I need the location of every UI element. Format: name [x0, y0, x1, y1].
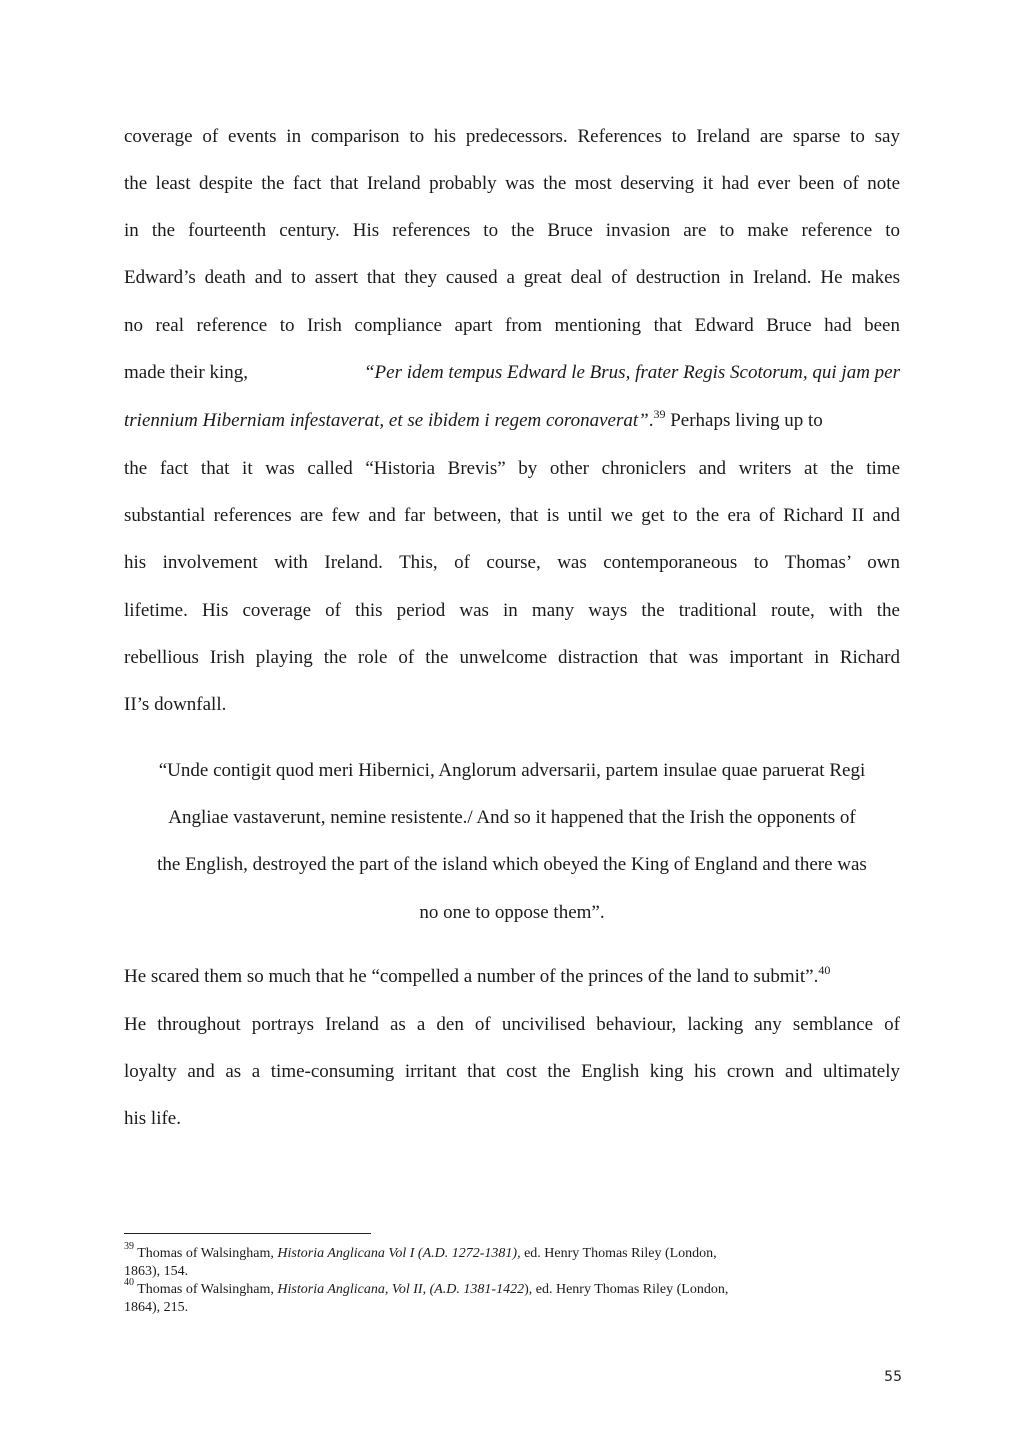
body-line: in the fourteenth century. His references to the Bruce invasion are to make reference to [124, 220, 900, 241]
body-line: Edward’s death and to assert that they caused a great deal of destruction in Ireland. He makes [124, 267, 900, 288]
footnote-title: Historia Anglicana, Vol II [277, 1282, 423, 1297]
footnote-number: 39 [124, 1241, 134, 1253]
latin-quote-italic: “Per idem tempus Edward le Brus, frater Regis Scotorum, qui jam per [363, 362, 900, 383]
footnote-39-continuation: 1863), 154. [124, 1264, 189, 1279]
body-line: rebellious Irish playing the role of the unwelcome distraction that was important in Richard [124, 647, 900, 668]
footnote-text: ), ed. Henry Thomas Riley (London, [524, 1282, 729, 1297]
body-line-mixed [124, 361, 900, 385]
block-quote-line: “Unde contigit quod meri Hibernici, Anglorum adversarii, partem insulae quae paruerat Regi [158, 760, 866, 781]
block-quote-line: the English, destroyed the part of the island which obeyed the King of England and there was [157, 854, 867, 875]
body-text: made their king, [124, 362, 248, 383]
footnote-text: Thomas of Walsingham, [134, 1246, 278, 1261]
body-line: his life. [124, 1108, 181, 1129]
footnote-separator [124, 1233, 371, 1234]
body-line: the fact that it was called “Historia Brevis” by other chroniclers and writers at the time [124, 458, 900, 479]
body-line: his involvement with Ireland. This, of course, was contemporaneous to Thomas’ own [124, 552, 900, 573]
body-line: no real reference to Irish compliance apart from mentioning that Edward Bruce had been [124, 315, 900, 336]
footnote-40 [124, 1277, 900, 1298]
footnote-ref-39[interactable]: 39 [653, 406, 666, 421]
body-line-mixed [124, 962, 900, 989]
footnote-39 [124, 1241, 900, 1262]
block-quote-line: no one to oppose them”. [419, 902, 605, 923]
body-line: substantial references are few and far between, that is until we get to the era of Richard II and [124, 505, 900, 526]
footnote-text: Thomas of Walsingham, [134, 1282, 278, 1297]
body-text: . [648, 410, 654, 431]
footnote-text: , ed. Henry Thomas Riley (London, [517, 1246, 717, 1261]
body-line: loyalty and as a time-consuming irritant that cost the English king his crown and ultimately [124, 1061, 900, 1082]
footnote-title: Historia Anglicana Vol I (A.D. 1272-1381) [277, 1246, 518, 1261]
body-line: lifetime. His coverage of this period was in many ways the traditional route, with the [124, 600, 900, 621]
latin-quote-italic: triennium Hiberniam infestaverat, et se ibidem i regem coronaverat” [124, 410, 649, 431]
footnote-title: (A.D. 1381-1422 [429, 1282, 525, 1297]
footnote-ref-40[interactable]: 40 [818, 962, 831, 977]
body-line: the least despite the fact that Ireland probably was the most deserving it had ever been of note [124, 173, 900, 194]
body-line: He throughout portrays Ireland as a den of uncivilised behaviour, lacking any semblance of [124, 1014, 900, 1035]
footnote-40-continuation: 1864), 215. [124, 1300, 189, 1315]
body-text: Perhaps living up to [665, 410, 823, 431]
footnote-text: , [422, 1282, 430, 1297]
body-line: II’s downfall. [124, 694, 227, 715]
body-line: coverage of events in comparison to his predecessors. References to Ireland are sparse to say [124, 126, 900, 147]
body-line-mixed [124, 406, 900, 433]
footnote-number: 40 [124, 1277, 134, 1289]
block-quote-line: Angliae vastaverunt, nemine resistente./ And so it happened that the Irish the opponents of [168, 807, 856, 828]
body-text: He scared them so much that he “compelled a number of the princes of the land to submit”. [124, 966, 819, 987]
page-number: 55 [884, 1369, 902, 1385]
